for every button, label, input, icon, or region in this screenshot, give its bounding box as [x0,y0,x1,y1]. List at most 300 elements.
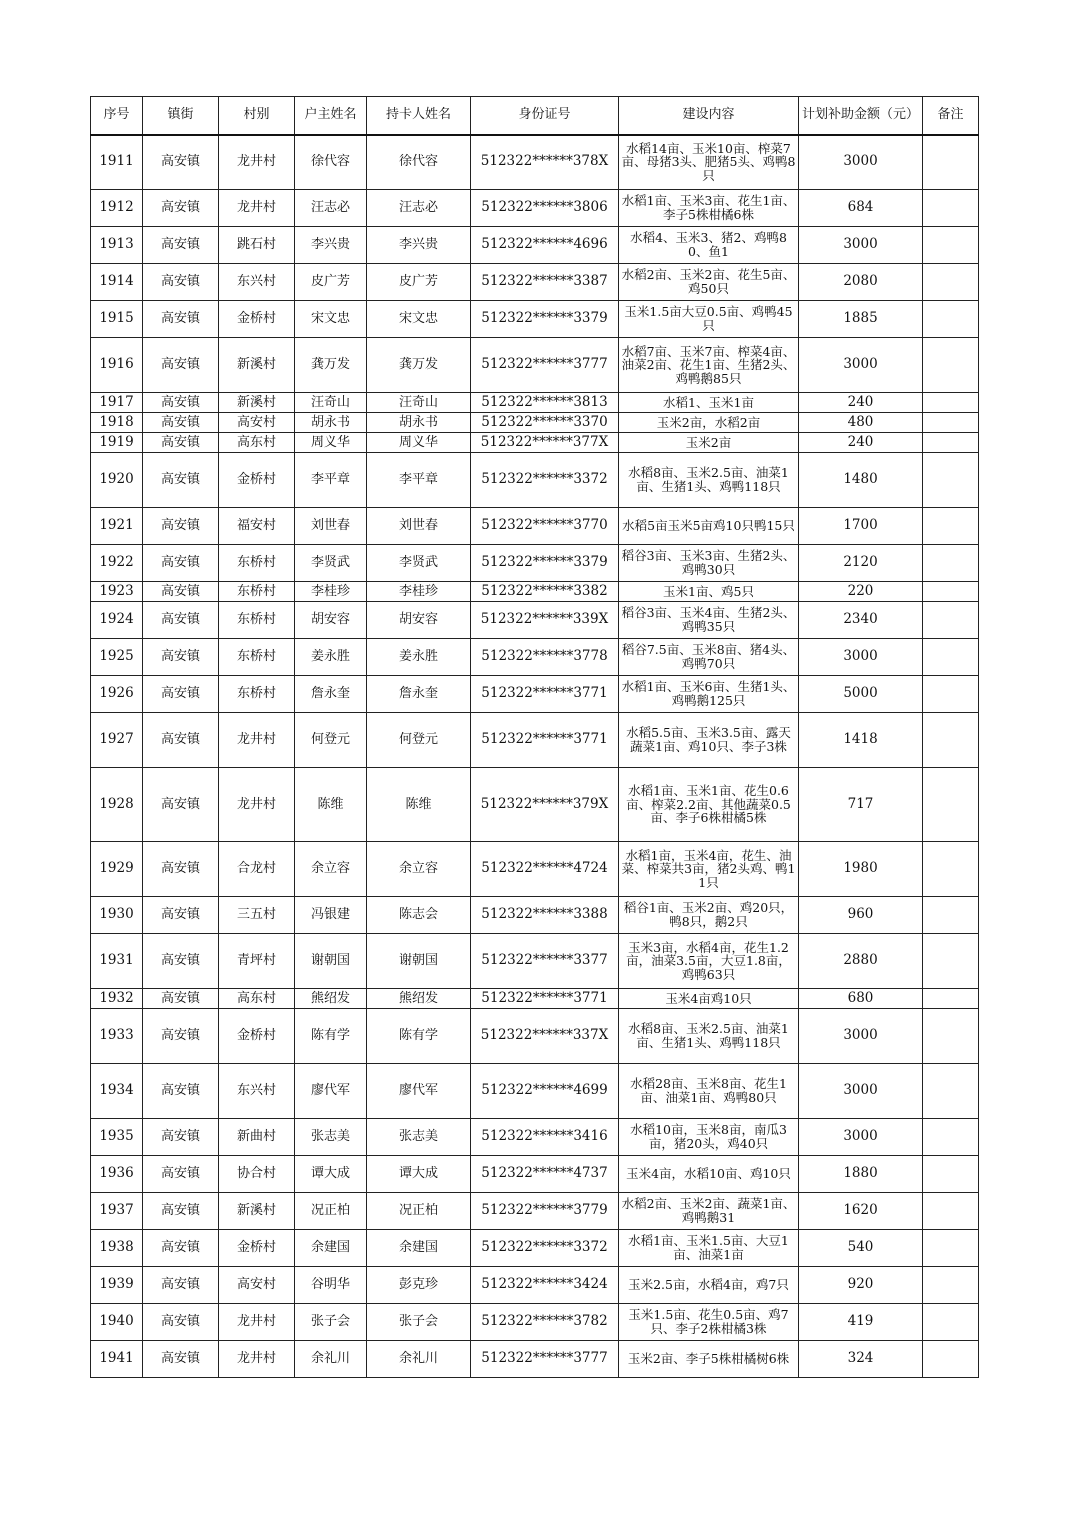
cell-householder: 陈有学 [295,1009,367,1064]
cell-seq: 1911 [91,135,143,190]
cell-remark [923,676,979,713]
cell-town: 高安镇 [143,227,219,264]
cell-cardholder: 况正柏 [367,1193,471,1230]
cell-construction: 水稻5.5亩、玉米3.5亩、露天蔬菜1亩、鸡10只、李子3株 [619,713,799,768]
cell-village: 金桥村 [219,453,295,508]
cell-remark [923,897,979,934]
cell-seq: 1928 [91,768,143,842]
header-subsidy: 计划补助金额（元） [799,97,923,135]
cell-remark [923,1193,979,1230]
cell-town: 高安镇 [143,989,219,1009]
cell-village: 金桥村 [219,301,295,338]
cell-construction: 玉米4亩，水稻10亩、鸡10只 [619,1156,799,1193]
cell-householder: 谭大成 [295,1156,367,1193]
table-row [91,713,979,768]
cell-cardholder: 陈志会 [367,897,471,934]
cell-id-number: 512322******3806 [471,190,619,227]
cell-id-number: 512322******3382 [471,582,619,602]
cell-construction: 稻谷3亩、玉米3亩、生猪2头、鸡鸭30只 [619,545,799,582]
cell-town: 高安镇 [143,453,219,508]
cell-id-number: 512322******3424 [471,1267,619,1304]
cell-remark [923,413,979,433]
cell-cardholder: 余礼川 [367,1341,471,1378]
cell-construction: 水稻1亩，玉米4亩，花生、油菜、榨菜共3亩，猪2头鸡、鸭11只 [619,842,799,897]
cell-construction: 玉米1亩、鸡5只 [619,582,799,602]
cell-subsidy: 717 [799,768,923,842]
cell-id-number: 512322******3777 [471,338,619,393]
cell-householder: 余立容 [295,842,367,897]
cell-remark [923,264,979,301]
cell-subsidy: 2340 [799,602,923,639]
cell-subsidy: 3000 [799,227,923,264]
cell-cardholder: 姜永胜 [367,639,471,676]
cell-cardholder: 余建国 [367,1230,471,1267]
cell-town: 高安镇 [143,639,219,676]
cell-seq: 1926 [91,676,143,713]
cell-remark [923,934,979,989]
cell-remark [923,1304,979,1341]
cell-village: 新溪村 [219,393,295,413]
header-construction: 建设内容 [619,97,799,135]
table-row [91,190,979,227]
cell-id-number: 512322******3370 [471,413,619,433]
table-row [91,508,979,545]
cell-householder: 况正柏 [295,1193,367,1230]
cell-seq: 1936 [91,1156,143,1193]
cell-householder: 谢朝国 [295,934,367,989]
table-row [91,1156,979,1193]
cell-remark [923,190,979,227]
cell-seq: 1933 [91,1009,143,1064]
cell-remark [923,639,979,676]
cell-subsidy: 240 [799,393,923,413]
cell-construction: 水稻1亩、玉米1亩、花生0.6亩、榨菜2.2亩、其他蔬菜0.5亩、李子6株柑橘5株 [619,768,799,842]
cell-cardholder: 詹永奎 [367,676,471,713]
cell-householder: 龚万发 [295,338,367,393]
cell-householder: 廖代军 [295,1064,367,1119]
cell-id-number: 512322******3379 [471,301,619,338]
cell-construction: 水稻8亩、玉米2.5亩、油菜1亩、生猪1头、鸡鸭118只 [619,1009,799,1064]
cell-cardholder: 徐代容 [367,135,471,190]
cell-seq: 1932 [91,989,143,1009]
cell-construction: 水稻1亩、玉米3亩、花生1亩、李子5株柑橘6株 [619,190,799,227]
cell-remark [923,135,979,190]
cell-cardholder: 龚万发 [367,338,471,393]
cell-construction: 水稻1亩、玉米1.5亩、大豆1亩、油菜1亩 [619,1230,799,1267]
cell-seq: 1924 [91,602,143,639]
cell-town: 高安镇 [143,713,219,768]
cell-town: 高安镇 [143,1267,219,1304]
cell-remark [923,338,979,393]
table-row [91,934,979,989]
cell-id-number: 512322******3377 [471,934,619,989]
cell-householder: 余礼川 [295,1341,367,1378]
cell-town: 高安镇 [143,1009,219,1064]
cell-town: 高安镇 [143,190,219,227]
cell-householder: 张子会 [295,1304,367,1341]
cell-remark [923,713,979,768]
cell-householder: 李平章 [295,453,367,508]
table-row [91,676,979,713]
cell-subsidy: 3000 [799,135,923,190]
cell-remark [923,227,979,264]
cell-seq: 1916 [91,338,143,393]
table-row [91,602,979,639]
cell-cardholder: 宋文忠 [367,301,471,338]
cell-village: 合龙村 [219,842,295,897]
cell-village: 东兴村 [219,1064,295,1119]
cell-town: 高安镇 [143,934,219,989]
cell-seq: 1938 [91,1230,143,1267]
table-row [91,264,979,301]
cell-subsidy: 3000 [799,639,923,676]
cell-householder: 李贤武 [295,545,367,582]
cell-seq: 1923 [91,582,143,602]
cell-householder: 姜永胜 [295,639,367,676]
cell-seq: 1919 [91,433,143,453]
cell-town: 高安镇 [143,264,219,301]
cell-cardholder: 廖代军 [367,1064,471,1119]
cell-seq: 1913 [91,227,143,264]
cell-seq: 1935 [91,1119,143,1156]
cell-householder: 詹永奎 [295,676,367,713]
cell-construction: 玉米3亩，水稻4亩，花生1.2亩，油菜3.5亩，大豆1.8亩，鸡鸭63只 [619,934,799,989]
cell-cardholder: 李平章 [367,453,471,508]
cell-construction: 玉米2.5亩，水稻4亩，鸡7只 [619,1267,799,1304]
cell-village: 福安村 [219,508,295,545]
cell-seq: 1925 [91,639,143,676]
cell-seq: 1921 [91,508,143,545]
cell-householder: 李桂珍 [295,582,367,602]
cell-town: 高安镇 [143,1156,219,1193]
cell-householder: 谷明华 [295,1267,367,1304]
cell-village: 龙井村 [219,713,295,768]
cell-remark [923,545,979,582]
header-seq: 序号 [91,97,143,135]
table-row [91,1341,979,1378]
cell-id-number: 512322******3770 [471,508,619,545]
cell-town: 高安镇 [143,545,219,582]
cell-id-number: 512322******3372 [471,1230,619,1267]
table-row [91,842,979,897]
cell-construction: 玉米1.5亩大豆0.5亩、鸡鸭45只 [619,301,799,338]
table-body [91,135,979,1378]
cell-cardholder: 熊绍发 [367,989,471,1009]
cell-cardholder: 胡永书 [367,413,471,433]
cell-id-number: 512322******3372 [471,453,619,508]
cell-remark [923,582,979,602]
cell-remark [923,842,979,897]
cell-remark [923,433,979,453]
cell-town: 高安镇 [143,135,219,190]
cell-construction: 水稻2亩、玉米2亩、花生5亩、鸡50只 [619,264,799,301]
header-householder: 户主姓名 [295,97,367,135]
cell-id-number: 512322******3779 [471,1193,619,1230]
table-row [91,453,979,508]
cell-remark [923,301,979,338]
cell-seq: 1915 [91,301,143,338]
cell-village: 金桥村 [219,1230,295,1267]
cell-cardholder: 谢朝国 [367,934,471,989]
cell-cardholder: 谭大成 [367,1156,471,1193]
cell-village: 新溪村 [219,1193,295,1230]
cell-construction: 水稻5亩玉米5亩鸡10只鸭15只 [619,508,799,545]
cell-seq: 1941 [91,1341,143,1378]
table-row [91,989,979,1009]
table-row [91,897,979,934]
cell-id-number: 512322******337X [471,1009,619,1064]
cell-village: 三五村 [219,897,295,934]
table-row [91,301,979,338]
header-cardholder: 持卡人姓名 [367,97,471,135]
cell-cardholder: 皮广芳 [367,264,471,301]
cell-village: 青坪村 [219,934,295,989]
cell-cardholder: 刘世春 [367,508,471,545]
cell-cardholder: 胡安容 [367,602,471,639]
cell-cardholder: 陈有学 [367,1009,471,1064]
cell-id-number: 512322******3388 [471,897,619,934]
header-row [91,97,979,135]
cell-town: 高安镇 [143,676,219,713]
cell-id-number: 512322******3771 [471,676,619,713]
cell-cardholder: 张志美 [367,1119,471,1156]
cell-town: 高安镇 [143,1119,219,1156]
cell-construction: 稻谷7.5亩、玉米8亩、猪4头、鸡鸭70只 [619,639,799,676]
table-row [91,227,979,264]
table-row [91,338,979,393]
cell-id-number: 512322******378X [471,135,619,190]
cell-subsidy: 960 [799,897,923,934]
cell-village: 东兴村 [219,264,295,301]
cell-construction: 玉米2亩 [619,433,799,453]
table-row [91,135,979,190]
cell-town: 高安镇 [143,897,219,934]
cell-id-number: 512322******4696 [471,227,619,264]
cell-cardholder: 余立容 [367,842,471,897]
cell-householder: 余建国 [295,1230,367,1267]
cell-householder: 刘世春 [295,508,367,545]
cell-construction: 水稻14亩、玉米10亩、榨菜7亩、母猪3头、肥猪5头、鸡鸭8只 [619,135,799,190]
cell-town: 高安镇 [143,582,219,602]
cell-subsidy: 419 [799,1304,923,1341]
cell-subsidy: 1980 [799,842,923,897]
cell-subsidy: 1880 [799,1156,923,1193]
cell-subsidy: 1480 [799,453,923,508]
cell-village: 跳石村 [219,227,295,264]
cell-subsidy: 3000 [799,338,923,393]
table-row [91,1193,979,1230]
cell-village: 协合村 [219,1156,295,1193]
cell-seq: 1912 [91,190,143,227]
cell-town: 高安镇 [143,602,219,639]
table-row [91,1119,979,1156]
cell-town: 高安镇 [143,338,219,393]
header-remark: 备注 [923,97,979,135]
cell-construction: 玉米4亩鸡10只 [619,989,799,1009]
cell-remark [923,1156,979,1193]
cell-village: 东桥村 [219,545,295,582]
cell-id-number: 512322******3387 [471,264,619,301]
cell-construction: 水稻1、玉米1亩 [619,393,799,413]
cell-town: 高安镇 [143,1304,219,1341]
cell-householder: 李兴贵 [295,227,367,264]
cell-town: 高安镇 [143,508,219,545]
cell-subsidy: 324 [799,1341,923,1378]
table-row [91,393,979,413]
cell-subsidy: 1885 [799,301,923,338]
cell-remark [923,453,979,508]
cell-village: 高东村 [219,433,295,453]
cell-town: 高安镇 [143,393,219,413]
cell-householder: 宋文忠 [295,301,367,338]
cell-village: 东桥村 [219,602,295,639]
cell-subsidy: 5000 [799,676,923,713]
cell-householder: 胡永书 [295,413,367,433]
cell-subsidy: 1620 [799,1193,923,1230]
cell-remark [923,989,979,1009]
cell-seq: 1930 [91,897,143,934]
cell-town: 高安镇 [143,301,219,338]
cell-id-number: 512322******3813 [471,393,619,413]
cell-remark [923,1119,979,1156]
cell-id-number: 512322******3771 [471,989,619,1009]
cell-seq: 1931 [91,934,143,989]
cell-town: 高安镇 [143,1341,219,1378]
table-row [91,582,979,602]
header-village: 村别 [219,97,295,135]
cell-householder: 熊绍发 [295,989,367,1009]
cell-id-number: 512322******379X [471,768,619,842]
cell-village: 高安村 [219,1267,295,1304]
cell-subsidy: 220 [799,582,923,602]
table-row [91,639,979,676]
cell-householder: 汪志必 [295,190,367,227]
cell-id-number: 512322******3778 [471,639,619,676]
cell-subsidy: 240 [799,433,923,453]
cell-village: 金桥村 [219,1009,295,1064]
cell-id-number: 512322******4699 [471,1064,619,1119]
cell-id-number: 512322******3416 [471,1119,619,1156]
cell-cardholder: 张子会 [367,1304,471,1341]
cell-id-number: 512322******3777 [471,1341,619,1378]
cell-householder: 张志美 [295,1119,367,1156]
cell-cardholder: 陈维 [367,768,471,842]
cell-village: 新溪村 [219,338,295,393]
cell-construction: 玉米1.5亩、花生0.5亩、鸡7只、李子2株柑橘3株 [619,1304,799,1341]
table-row [91,1267,979,1304]
cell-town: 高安镇 [143,768,219,842]
cell-construction: 水稻28亩、玉米8亩、花生1亩、油菜1亩、鸡鸭80只 [619,1064,799,1119]
cell-remark [923,1230,979,1267]
cell-subsidy: 3000 [799,1064,923,1119]
cell-subsidy: 3000 [799,1009,923,1064]
cell-remark [923,602,979,639]
cell-subsidy: 680 [799,989,923,1009]
cell-seq: 1922 [91,545,143,582]
cell-id-number: 512322******4724 [471,842,619,897]
cell-remark [923,393,979,413]
cell-id-number: 512322******4737 [471,1156,619,1193]
cell-town: 高安镇 [143,1064,219,1119]
header-town: 镇街 [143,97,219,135]
table-row [91,433,979,453]
cell-subsidy: 2880 [799,934,923,989]
cell-subsidy: 2080 [799,264,923,301]
cell-seq: 1917 [91,393,143,413]
cell-village: 东桥村 [219,676,295,713]
cell-construction: 稻谷3亩、玉米4亩、生猪2头、鸡鸭35只 [619,602,799,639]
cell-seq: 1934 [91,1064,143,1119]
cell-subsidy: 540 [799,1230,923,1267]
cell-village: 龙井村 [219,768,295,842]
header-id-number: 身份证号 [471,97,619,135]
cell-householder: 周义华 [295,433,367,453]
cell-remark [923,508,979,545]
cell-seq: 1929 [91,842,143,897]
cell-town: 高安镇 [143,413,219,433]
cell-cardholder: 何登元 [367,713,471,768]
cell-village: 高东村 [219,989,295,1009]
cell-seq: 1918 [91,413,143,433]
cell-subsidy: 684 [799,190,923,227]
cell-construction: 水稻10亩，玉米8亩，南瓜3亩，猪20头，鸡40只 [619,1119,799,1156]
cell-town: 高安镇 [143,1230,219,1267]
cell-village: 东桥村 [219,582,295,602]
cell-cardholder: 李桂珍 [367,582,471,602]
table-row [91,1064,979,1119]
cell-id-number: 512322******3782 [471,1304,619,1341]
cell-cardholder: 周义华 [367,433,471,453]
cell-village: 高安村 [219,413,295,433]
cell-construction: 玉米2亩、李子5株柑橘树6株 [619,1341,799,1378]
cell-householder: 陈维 [295,768,367,842]
cell-subsidy: 1418 [799,713,923,768]
cell-remark [923,1064,979,1119]
table-row [91,545,979,582]
table-row [91,413,979,433]
cell-construction: 水稻7亩、玉米7亩、榨菜4亩、油菜2亩、花生1亩、生猪2头、鸡鸭鹅85只 [619,338,799,393]
cell-town: 高安镇 [143,842,219,897]
cell-village: 新曲村 [219,1119,295,1156]
cell-remark [923,1009,979,1064]
cell-seq: 1920 [91,453,143,508]
cell-construction: 玉米2亩，水稻2亩 [619,413,799,433]
cell-village: 东桥村 [219,639,295,676]
cell-householder: 皮广芳 [295,264,367,301]
cell-id-number: 512322******377X [471,433,619,453]
cell-construction: 水稻1亩、玉米6亩、生猪1头、鸡鸭鹅125只 [619,676,799,713]
cell-subsidy: 2120 [799,545,923,582]
cell-seq: 1940 [91,1304,143,1341]
cell-cardholder: 李兴贵 [367,227,471,264]
cell-subsidy: 480 [799,413,923,433]
cell-id-number: 512322******339X [471,602,619,639]
table-row [91,768,979,842]
cell-seq: 1927 [91,713,143,768]
cell-subsidy: 3000 [799,1119,923,1156]
cell-construction: 水稻4、玉米3、猪2、鸡鸭80、鱼1 [619,227,799,264]
cell-cardholder: 李贤武 [367,545,471,582]
cell-subsidy: 920 [799,1267,923,1304]
cell-construction: 稻谷1亩、玉米2亩、鸡20只，鸭8只，鹅2只 [619,897,799,934]
cell-cardholder: 彭克珍 [367,1267,471,1304]
cell-construction: 水稻2亩、玉米2亩、蔬菜1亩、鸡鸭鹅31 [619,1193,799,1230]
cell-id-number: 512322******3771 [471,713,619,768]
cell-remark [923,1267,979,1304]
cell-remark [923,1341,979,1378]
cell-seq: 1937 [91,1193,143,1230]
cell-village: 龙井村 [219,190,295,227]
